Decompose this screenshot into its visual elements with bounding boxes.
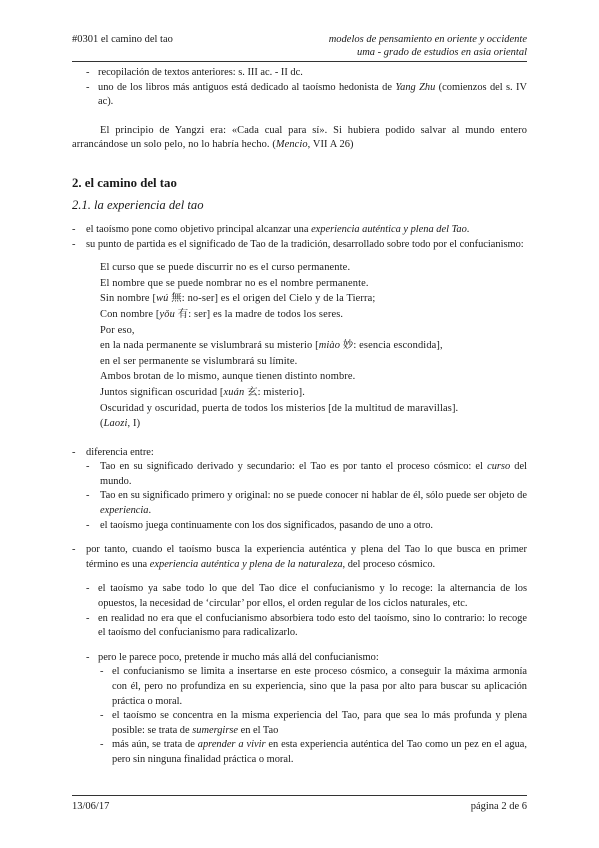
diff-sublist: [86, 460, 527, 533]
list-item: - diferencia entre: - Tao en su significado derivado y secundario: el Tao es por tanto el proceso cósmico: el curso del mundo. - Tao en su significado primero y original: no se puede conocer ni hablar de él, sólo puede ser objeto de experiencia. - el taoísmo juega continuamente con los dos significados, pasando de uno a otro.: [72, 446, 527, 534]
list-item: - el taoísmo ya sabe todo lo que del Tao dice el confucianismo y lo recoge: la alternancia de los opuestos, la necesidad de ‘circular’ por ellos, el orden regular de los ciclos naturales, etc.: [72, 582, 527, 611]
poem-line: Por eso,: [100, 324, 135, 336]
poem-line: Con nombre [yǒu 有: ser] es la madre de todos los seres.: [100, 308, 344, 320]
footer-divider: [72, 795, 527, 796]
laozi-poem: [72, 260, 527, 432]
poem-line: Oscuridad y oscuridad, puerta de todos los misterios [de la multitud de maravillas].: [100, 402, 459, 414]
diff-list: [72, 446, 527, 534]
list-item: - el taoísmo pone como objetivo principal alcanzar una experiencia auténtica y plena del Tao.: [72, 223, 527, 238]
list-item: - Tao en su significado primero y original: no se puede conocer ni hablar de él, sólo puede ser objeto de experiencia.: [86, 489, 527, 518]
header-course-title: modelos de pensamiento en oriente y occidente: [328, 34, 527, 45]
list-item: - uno de los libros más antiguos está dedicado al taoísmo hedonista de Yang Zhu (comienzos del s. IV ac).: [72, 81, 527, 110]
yangzi-quote: El principio de Yangzi era: «Cada cual para sí». Si hubiera podido salvar al mundo entero arrancándose un solo pelo, no lo habría hecho. (Mencio, VII A 26): [72, 124, 527, 151]
top-list: [72, 66, 527, 110]
list-item: - su punto de partida es el significado de Tao de la tradición, desarrollado sobre todo por el confucianismo:: [72, 238, 527, 253]
subsection-title: 2.1. la experiencia del tao: [72, 197, 204, 212]
list-item: - el taoísmo juega continuamente con los dos significados, pasando de uno a otro.: [86, 519, 527, 534]
portanto-list: [72, 543, 527, 572]
poem-line: El nombre que se puede nombrar no es el nombre permanente.: [100, 277, 369, 289]
poem-line: El curso que se puede discurrir no es el curso permanente.: [100, 262, 351, 274]
main-list-a: [72, 223, 527, 252]
footer-date: 13/06/17: [72, 801, 110, 812]
pero-list: [72, 651, 527, 768]
list-item: - el taoísmo se concentra en la misma experiencia del Tao, para que sea lo más profunda y plena posible: se trata de sumergirse en el Tao: [86, 709, 527, 738]
pero-sublist: [86, 665, 527, 767]
header-program: uma - grado de estudios en asia oriental: [356, 46, 527, 58]
list-item: - el confucianismo se limita a insertarse en este proceso cósmico, a conseguir la máxima armonía con él, pero no profundiza en su experiencia, sino que la pasa por alto para buscar su aplicación práctica o moral.: [86, 665, 527, 709]
list-item: - más aún, se trata de aprender a vivir en esta experiencia auténtica del Tao como un pez en el agua, pero sin ninguna finalidad práctica o moral.: [86, 738, 527, 767]
poem-line: en la nada permanente se vislumbrará su misterio [miào 妙: esencia escondida],: [100, 340, 443, 352]
poem-line: Ambos brotan de lo mismo, aunque tienen distinto nombre.: [100, 371, 356, 383]
list-item: - en realidad no era que el confucianismo absorbiera todo esto del taoísmo, sino lo contrario: lo recoge el taoísmo del confucianismo para radicalizarlo.: [72, 612, 527, 641]
sub-list-1: [72, 582, 527, 640]
poem-line: Sin nombre [wú 無: no-ser] es el origen del Cielo y de la Tierra;: [100, 293, 376, 305]
list-item: - Tao en su significado derivado y secundario: el Tao es por tanto el proceso cósmico: el curso del mundo.: [86, 460, 527, 489]
header-document-id: #0301 el camino del tao: [72, 34, 173, 45]
page-content: [72, 66, 527, 768]
poem-line: (Laozi, I): [100, 418, 141, 430]
list-item: - pero le parece poco, pretende ir mucho más allá del confucianismo: - el confucianismo se limita a insertarse en este proceso cósmico, a conseguir la máxima armonía con él, pero no profundiza en su experiencia, sino que la pasa por alto para buscar su aplicación práctica o moral. - el taoísmo se concentra en la misma experiencia del Tao, para que sea lo más profunda y plena posible: se trata de sumergirse en el Tao - más aún, se trata de aprender a vivir en esta experiencia auténtica del Tao como un pez en el agua, pero sin ninguna finalidad práctica o moral.: [72, 651, 527, 768]
list-item: - por tanto, cuando el taoísmo busca la experiencia auténtica y plena del Tao lo que busca en primer término es una experiencia auténtica y plena de la naturaleza, del proceso cósmico.: [72, 543, 527, 572]
header-course-info: [329, 34, 527, 59]
page-number: página 2 de 6: [470, 801, 527, 812]
poem-line: en el ser permanente se vislumbrará su límite.: [100, 355, 298, 367]
poem-line: Juntos significan oscuridad [xuán 玄: misterio].: [100, 386, 306, 398]
header-divider: [72, 61, 527, 62]
section-title: 2. el camino del tao: [72, 175, 177, 190]
list-item: - recopilación de textos anteriores: s. III ac. - II dc.: [72, 66, 527, 81]
